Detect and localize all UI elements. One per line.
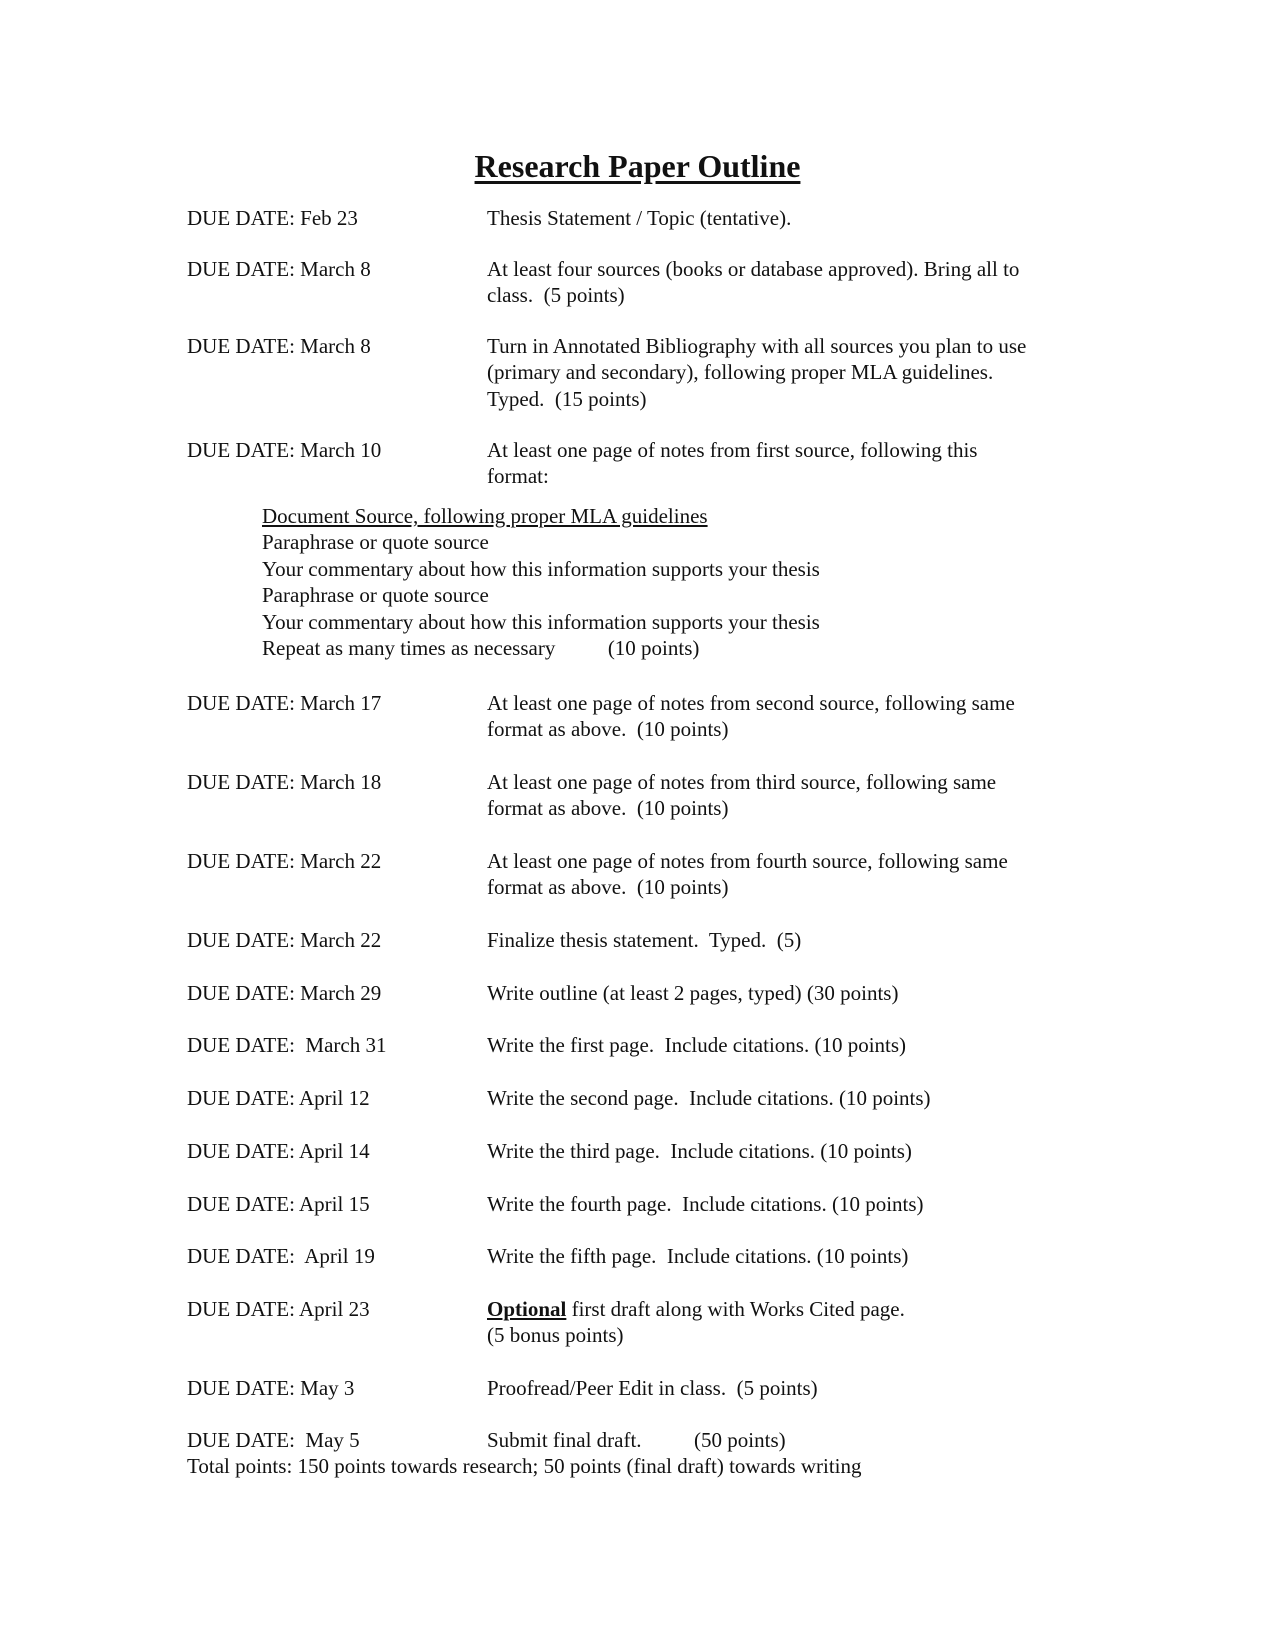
task-line-text: first draft along with Works Cited page. <box>566 1297 905 1321</box>
task-description <box>487 1375 1087 1401</box>
due-date: DUE DATE: April 12 <box>187 1086 370 1110</box>
task-line: At least one page of notes from fourth source, following same <box>487 849 1008 873</box>
due-date: DUE DATE: March 17 <box>187 691 382 715</box>
task-line: format as above. (10 points) <box>487 796 729 821</box>
task-line: format as above. (10 points) <box>487 717 729 742</box>
task-description <box>487 1085 1087 1111</box>
due-date: DUE DATE: May 5 <box>187 1428 360 1452</box>
format-item: Paraphrase or quote source <box>262 530 489 555</box>
due-date: DUE DATE: March 8 <box>187 334 371 358</box>
task-line: Write the third page. Include citations. (10 points) <box>487 1139 912 1163</box>
due-date: DUE DATE: March 8 <box>187 257 371 281</box>
task-description <box>487 980 1087 1006</box>
total-points: Total points: 150 points towards research; 50 points (final draft) towards writing <box>187 1454 862 1478</box>
optional-emphasis: Optional <box>487 1297 567 1321</box>
task-description <box>487 333 1087 412</box>
due-date: DUE DATE: March 22 <box>187 849 382 873</box>
task-line: At least one page of notes from first source, following this <box>487 438 978 462</box>
task-line: Write the second page. Include citations. (10 points) <box>487 1086 931 1110</box>
task-line: Submit final draft. (50 points) <box>487 1428 786 1452</box>
task-line: At least one page of notes from third source, following same <box>487 770 997 794</box>
task-line: Finalize thesis statement. Typed. (5) <box>487 928 802 952</box>
task-line: (primary and secondary), following proper MLA guidelines. <box>487 360 994 385</box>
task-description <box>487 1243 1087 1269</box>
task-line <box>487 1296 1087 1322</box>
page-title: Research Paper Outline <box>474 148 801 184</box>
task-description <box>487 1296 1087 1349</box>
task-description <box>487 1191 1087 1217</box>
task-description <box>487 927 1087 953</box>
task-line: Write the fourth page. Include citations. (10 points) <box>487 1192 924 1216</box>
task-line: Turn in Annotated Bibliography with all sources you plan to use <box>487 334 1027 358</box>
format-item: Your commentary about how this information supports your thesis <box>262 609 820 634</box>
task-description <box>487 1427 1087 1453</box>
task-description <box>487 848 1087 901</box>
due-date: DUE DATE: March 10 <box>187 438 382 462</box>
due-date: DUE DATE: April 23 <box>187 1297 370 1321</box>
task-description <box>487 437 1087 490</box>
due-date: DUE DATE: April 14 <box>187 1139 370 1163</box>
due-date: DUE DATE: March 22 <box>187 928 382 952</box>
task-line: format: <box>487 464 549 489</box>
due-date: DUE DATE: May 3 <box>187 1376 355 1400</box>
due-date: DUE DATE: April 19 <box>187 1244 375 1268</box>
task-line: At least four sources (books or database approved). Bring all to <box>487 257 1020 281</box>
due-date: DUE DATE: March 31 <box>187 1033 387 1057</box>
format-item: Paraphrase or quote source <box>262 583 489 608</box>
notes-format-block <box>262 503 820 661</box>
task-description <box>487 205 1087 231</box>
task-line: Write outline (at least 2 pages, typed) (30 points) <box>487 981 899 1005</box>
task-description <box>487 1138 1087 1164</box>
task-line: Proofread/Peer Edit in class. (5 points) <box>487 1376 818 1400</box>
task-description <box>487 256 1087 309</box>
task-description <box>487 1032 1087 1058</box>
task-line: format as above. (10 points) <box>487 875 729 900</box>
task-line: Typed. (15 points) <box>487 386 647 411</box>
task-description <box>487 690 1087 743</box>
due-date: DUE DATE: Feb 23 <box>187 206 358 230</box>
task-line: class. (5 points) <box>487 283 625 308</box>
due-date: DUE DATE: March 18 <box>187 770 382 794</box>
task-line: Thesis Statement / Topic (tentative). <box>487 206 792 230</box>
due-date: DUE DATE: March 29 <box>187 981 382 1005</box>
format-item: Your commentary about how this information supports your thesis <box>262 556 820 581</box>
task-line: Write the first page. Include citations. (10 points) <box>487 1033 907 1057</box>
task-line: At least one page of notes from second source, following same <box>487 691 1015 715</box>
task-line: (5 bonus points) <box>487 1323 624 1348</box>
task-line: Write the fifth page. Include citations. (10 points) <box>487 1244 909 1268</box>
format-heading: Document Source, following proper MLA guidelines <box>262 504 708 528</box>
format-item: Repeat as many times as necessary (10 points) <box>262 636 700 661</box>
due-date: DUE DATE: April 15 <box>187 1192 370 1216</box>
task-description <box>487 769 1087 822</box>
